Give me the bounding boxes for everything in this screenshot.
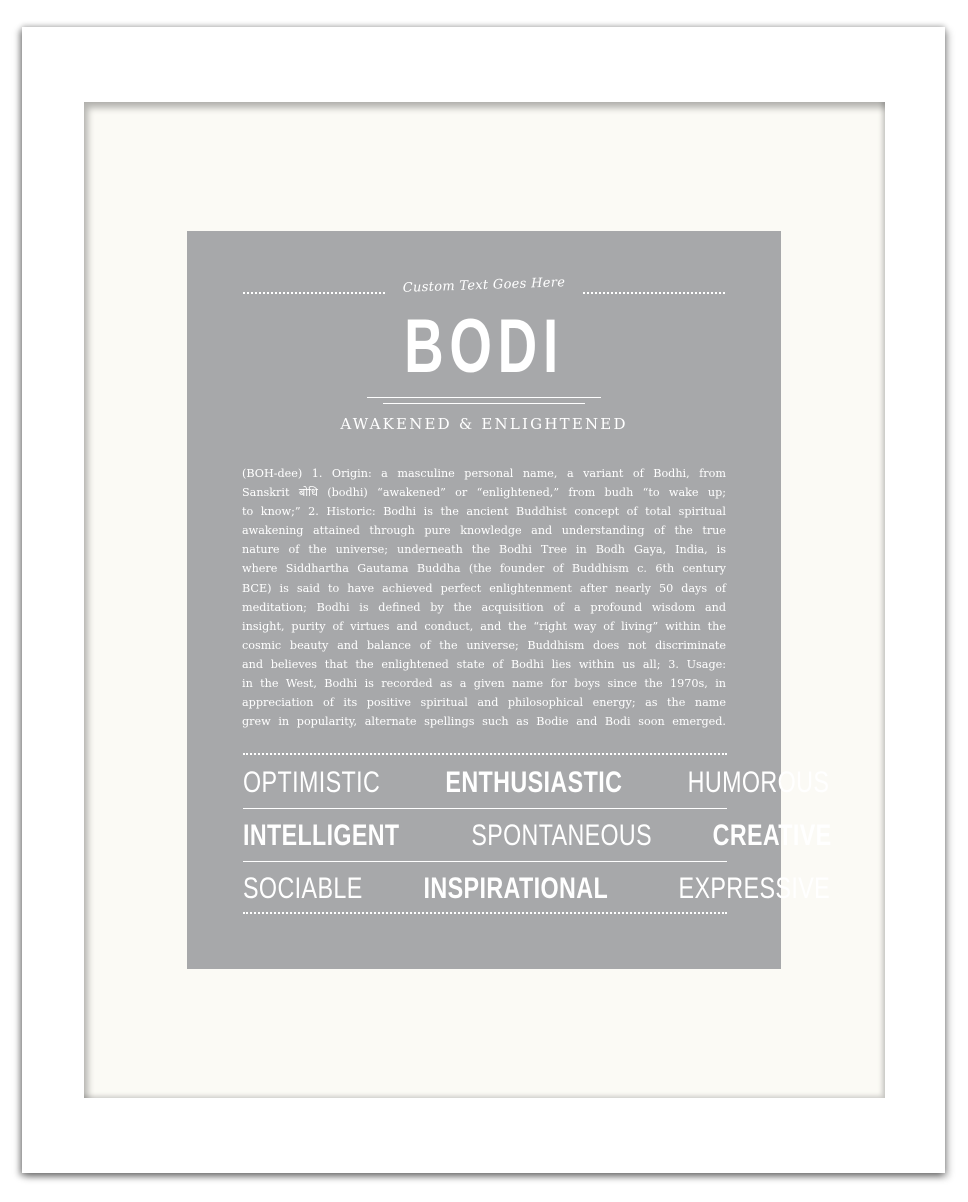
dotted-rule-right xyxy=(583,292,725,294)
definition-line: and believes that the enlightened state of Bodhi lies within us all; 3. Usage: xyxy=(242,657,726,671)
dotted-rule-traits-top xyxy=(243,753,727,755)
definition-line: appreciation of its positive spiritual and philosophical energy; as the name xyxy=(242,696,726,710)
definition-line: awakening attained through pure knowledge and understanding of the true xyxy=(242,524,726,538)
definition-line: grew in popularity, alternate spellings such as Bodie and Bodi soon emerged. xyxy=(242,715,726,729)
name-meaning: AWAKENED & ENLIGHTENED xyxy=(340,415,628,433)
trait-word: SOCIABLE xyxy=(243,872,363,905)
trait-word: EXPRESSIVE xyxy=(678,872,830,905)
definition-line: BCE) is said to have achieved perfect enlightenment after nearly 50 days of xyxy=(242,581,726,595)
trait-word: OPTIMISTIC xyxy=(243,766,381,799)
dotted-rule-traits-bottom xyxy=(243,912,727,914)
definition-line: meditation; Bodhi is defined by the acquisition of a profound wisdom and xyxy=(242,600,726,614)
definition-line: where Siddhartha Gautama Buddha (the founder of Buddhism c. 6th century xyxy=(242,562,726,576)
trait-word: INTELLIGENT xyxy=(243,819,400,852)
traits-row xyxy=(243,869,830,909)
definition-line: insight, purity of virtues and conduct, and the “right way of living” within the xyxy=(242,619,726,633)
definition-line: (BOH-dee) 1. Origin: a masculine personal name, a variant of Bodhi, from xyxy=(242,467,726,480)
trait-word: CREATIVE xyxy=(713,819,832,852)
trait-word: SPONTANEOUS xyxy=(471,819,653,852)
trait-word: HUMOROUS xyxy=(688,766,830,799)
trait-word: INSPIRATIONAL xyxy=(423,872,609,905)
trait-word: ENTHUSIASTIC xyxy=(445,766,622,799)
name-art-print xyxy=(187,231,832,969)
name-title: BODI xyxy=(404,304,564,389)
definition-line: in the West, Bodhi is recorded as a given name for boys since the 1970s, in xyxy=(242,677,726,691)
definition-line: nature of the universe; underneath the Bodhi Tree in Bodh Gaya, India, is xyxy=(242,543,726,557)
name-underline-bottom xyxy=(383,403,585,404)
name-underline-top xyxy=(367,397,601,398)
definition-line: Sanskrit बोधि (bodhi) “awakened” or “enlightened,” from budh “to wake up; xyxy=(242,486,726,500)
traits-row xyxy=(243,816,832,856)
traits-divider xyxy=(243,808,727,809)
traits-row xyxy=(243,763,830,803)
definition-line: to know;” 2. Historic: Bodhi is the ancient Buddhist concept of total spiritual xyxy=(242,505,726,519)
custom-text: Custom Text Goes Here xyxy=(402,275,566,296)
name-definition xyxy=(242,464,726,731)
definition-line: cosmic beauty and balance of the universe; Buddhism does not discriminate xyxy=(242,638,726,652)
traits-divider xyxy=(243,861,727,862)
